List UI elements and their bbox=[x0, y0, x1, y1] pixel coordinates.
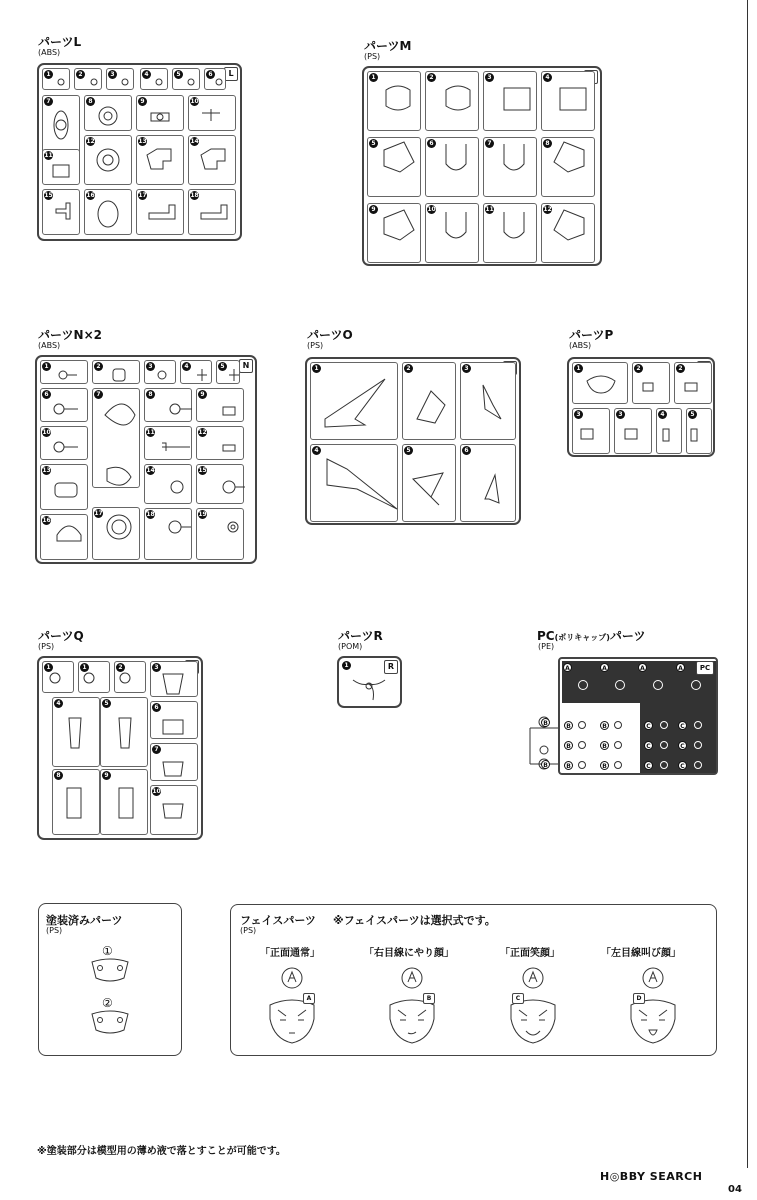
runner-r bbox=[337, 656, 402, 708]
part-number: 2 bbox=[676, 364, 685, 373]
part-number: 13 bbox=[42, 467, 51, 474]
part-number: 2 bbox=[404, 364, 413, 373]
part-number: 16 bbox=[42, 517, 51, 524]
part-number: 2 bbox=[116, 663, 125, 672]
face-label-b: 「右目線にやり顔」 bbox=[364, 948, 454, 959]
part-number: 9 bbox=[369, 205, 378, 214]
part-number: 19 bbox=[198, 511, 207, 518]
parts-m-title: パーツM bbox=[364, 39, 412, 53]
runner-tag-r: R bbox=[384, 660, 398, 674]
part-number: 1 bbox=[369, 73, 378, 82]
part-number: 4 bbox=[658, 410, 667, 419]
parts-pc-material: (PE) bbox=[538, 642, 555, 651]
part-number: 1 bbox=[342, 661, 351, 670]
part-number: 14 bbox=[190, 138, 199, 145]
part-number: 1 bbox=[44, 70, 53, 79]
pc-label: A bbox=[676, 663, 685, 672]
part-number: 2 bbox=[94, 362, 103, 371]
part-number: 1 bbox=[44, 663, 53, 672]
part-number: 1 bbox=[42, 362, 51, 371]
parts-q-title: パーツQ bbox=[38, 629, 84, 643]
part-number: 10 bbox=[190, 98, 199, 105]
part-number: 4 bbox=[182, 362, 191, 371]
part-number: 1 bbox=[80, 663, 89, 672]
part-number: 5 bbox=[102, 699, 111, 708]
part-number: 3 bbox=[616, 410, 625, 419]
part-number: 1 bbox=[574, 364, 583, 373]
pc-label: B bbox=[564, 741, 573, 750]
part-number: 14 bbox=[146, 467, 155, 474]
part-number: 16 bbox=[86, 192, 95, 199]
parts-pc-title-small: (ポリキャップ) bbox=[554, 633, 610, 642]
part-number: 8 bbox=[86, 97, 95, 106]
part-number: 18 bbox=[190, 192, 199, 199]
parts-p-title: パーツP bbox=[569, 328, 614, 342]
part-number: 8 bbox=[54, 771, 63, 780]
parts-l-material: (ABS) bbox=[38, 48, 61, 57]
face-label-d: 「左目線叫び顔」 bbox=[601, 948, 681, 959]
part-number: 3 bbox=[574, 410, 583, 419]
painted-parts-material: (PS) bbox=[46, 926, 63, 935]
parts-p-drawings bbox=[569, 359, 717, 459]
parts-l-drawings bbox=[39, 65, 244, 243]
parts-pc-title-main: PC bbox=[537, 629, 555, 643]
face-parts-note: ※フェイスパーツは選択式です。 bbox=[333, 914, 496, 927]
painted-item-number: ② bbox=[102, 996, 113, 1010]
part-number: 17 bbox=[94, 510, 103, 517]
parts-q-material: (PS) bbox=[38, 642, 55, 651]
painted-item-number: ① bbox=[102, 944, 113, 958]
pc-gate-label: B bbox=[541, 760, 550, 769]
part-number: 4 bbox=[543, 73, 552, 82]
part-number: 10 bbox=[427, 206, 436, 213]
part-number: 6 bbox=[206, 70, 215, 79]
part-number: 9 bbox=[102, 771, 111, 780]
pc-label: A bbox=[638, 663, 647, 672]
pc-label: C bbox=[678, 721, 687, 730]
face-tag-d: D bbox=[633, 993, 645, 1004]
runner-pc bbox=[558, 657, 718, 775]
parts-o-drawings bbox=[307, 359, 523, 527]
part-number: 17 bbox=[138, 192, 147, 199]
part-number: 12 bbox=[86, 138, 95, 145]
parts-o-title: パーツO bbox=[307, 328, 353, 342]
polycap-ring bbox=[653, 680, 663, 690]
part-number: 7 bbox=[152, 745, 161, 754]
runner-tag-pc: PC bbox=[696, 661, 714, 675]
part-number: 8 bbox=[146, 390, 155, 399]
part-number: 1 bbox=[312, 364, 321, 373]
part-number: 2 bbox=[76, 70, 85, 79]
part-number: 7 bbox=[94, 390, 103, 399]
pc-label: A bbox=[563, 663, 572, 672]
polycap-ring bbox=[578, 761, 586, 769]
part-number: 9 bbox=[198, 390, 207, 399]
parts-r-material: (POM) bbox=[338, 642, 363, 651]
hobby-search-logo: H◎BBY SEARCH bbox=[600, 1170, 703, 1183]
runner-tag-n: N bbox=[239, 359, 253, 373]
parts-r-title: パーツR bbox=[338, 629, 383, 643]
part-number: 15 bbox=[44, 192, 53, 199]
part-number: 3 bbox=[485, 73, 494, 82]
part-number: 4 bbox=[142, 70, 151, 79]
runner-p bbox=[567, 357, 715, 457]
polycap-ring bbox=[694, 721, 702, 729]
polycap-ring bbox=[694, 741, 702, 749]
part-number: 10 bbox=[152, 788, 161, 795]
parts-p-material: (ABS) bbox=[569, 341, 592, 350]
part-number: 13 bbox=[138, 138, 147, 145]
polycap-ring bbox=[660, 761, 668, 769]
parts-n-material: (ABS) bbox=[38, 341, 61, 350]
part-number: 5 bbox=[218, 362, 227, 371]
pc-label: B bbox=[564, 721, 573, 730]
parts-n-title: パーツN×2 bbox=[38, 328, 102, 342]
runner-l bbox=[37, 63, 242, 241]
runner-q bbox=[37, 656, 203, 840]
polycap-ring bbox=[614, 721, 622, 729]
face-label-c: 「正面笑顔」 bbox=[500, 948, 560, 959]
face-tag-a: A bbox=[303, 993, 315, 1004]
part-number: 18 bbox=[146, 511, 155, 518]
part-number: 6 bbox=[42, 390, 51, 399]
part-number: 11 bbox=[146, 429, 155, 436]
polycap-ring bbox=[615, 680, 625, 690]
part-number: 11 bbox=[44, 152, 53, 159]
polycap-ring bbox=[660, 741, 668, 749]
runner-tag-l: L bbox=[224, 67, 238, 81]
parts-l-title: パーツL bbox=[38, 35, 82, 49]
part-number: 9 bbox=[138, 97, 147, 106]
pc-label: A bbox=[600, 663, 609, 672]
pc-label: C bbox=[644, 741, 653, 750]
pc-label: C bbox=[644, 721, 653, 730]
part-number: 7 bbox=[44, 97, 53, 106]
pc-label: B bbox=[564, 761, 573, 770]
part-number: 10 bbox=[42, 429, 51, 436]
part-number: 5 bbox=[174, 70, 183, 79]
part-number: 3 bbox=[108, 70, 117, 79]
parts-n-drawings bbox=[37, 357, 259, 566]
face-label-a: 「正面通常」 bbox=[260, 948, 320, 959]
face-tag-b: B bbox=[423, 993, 435, 1004]
parts-m-drawings bbox=[364, 68, 604, 268]
part-number: 6 bbox=[462, 446, 471, 455]
pc-label: B bbox=[600, 741, 609, 750]
part-number: 15 bbox=[198, 467, 207, 474]
part-number: 4 bbox=[312, 446, 321, 455]
pc-gate-label: B bbox=[541, 718, 550, 727]
polycap-ring bbox=[691, 680, 701, 690]
part-number: 5 bbox=[404, 446, 413, 455]
polycap-ring bbox=[614, 741, 622, 749]
part-number: 6 bbox=[152, 703, 161, 712]
pc-label: C bbox=[644, 761, 653, 770]
part-number: 4 bbox=[54, 699, 63, 708]
face-parts-material: (PS) bbox=[240, 926, 257, 935]
part-number: 5 bbox=[688, 410, 697, 419]
pc-label: B bbox=[600, 761, 609, 770]
part-number: 7 bbox=[485, 139, 494, 148]
polycap-ring bbox=[578, 721, 586, 729]
part-number: 2 bbox=[427, 73, 436, 82]
part-number: 12 bbox=[198, 429, 207, 436]
part-number: 6 bbox=[427, 139, 436, 148]
polycap-ring bbox=[614, 761, 622, 769]
face-tag-c: C bbox=[512, 993, 524, 1004]
part-number: 5 bbox=[369, 139, 378, 148]
page-number: 04 bbox=[728, 1184, 742, 1195]
part-number: 2 bbox=[634, 364, 643, 373]
polycap-ring bbox=[694, 761, 702, 769]
part-number: 8 bbox=[543, 139, 552, 148]
parts-pc-title-end: パーツ bbox=[609, 629, 646, 643]
parts-q-drawings bbox=[39, 658, 205, 842]
part-number: 12 bbox=[543, 206, 552, 213]
parts-m-material: (PS) bbox=[364, 52, 381, 61]
polycap-ring bbox=[578, 680, 588, 690]
runner-m bbox=[362, 66, 602, 266]
page-border-line bbox=[747, 0, 748, 1168]
part-number: 3 bbox=[152, 663, 161, 672]
pc-label: C bbox=[678, 761, 687, 770]
face-parts-title: フェイスパーツ bbox=[240, 914, 316, 927]
part-number: 3 bbox=[462, 364, 471, 373]
part-number: 11 bbox=[485, 206, 494, 213]
pc-label: C bbox=[678, 741, 687, 750]
part-number: 3 bbox=[146, 362, 155, 371]
polycap-ring bbox=[660, 721, 668, 729]
runner-n bbox=[35, 355, 257, 564]
pc-label: B bbox=[600, 721, 609, 730]
polycap-ring bbox=[578, 741, 586, 749]
parts-o-material: (PS) bbox=[307, 341, 324, 350]
runner-o bbox=[305, 357, 521, 525]
parts-r-drawing bbox=[339, 658, 404, 710]
footer-note: ※塗装部分は模型用の薄め液で落とすことが可能です。 bbox=[37, 1146, 286, 1157]
painted-parts-title: 塗装済みパーツ bbox=[46, 914, 123, 927]
